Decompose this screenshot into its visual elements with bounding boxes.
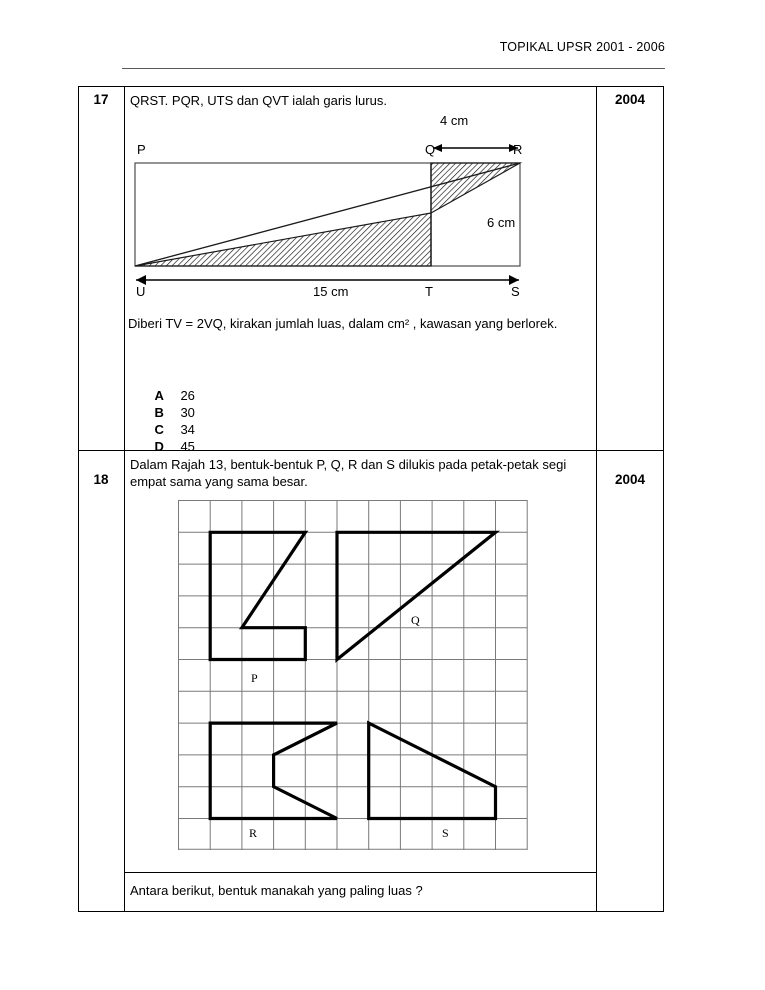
question-17-figure bbox=[120, 108, 540, 300]
question-18-footer-prompt: Antara berikut, bentuk manakah yang paling luas ? bbox=[130, 883, 423, 898]
question-18-figure bbox=[178, 500, 530, 856]
figure-17-dimension-right: 6 cm bbox=[487, 215, 516, 230]
figure-18-shape-label-P: P bbox=[251, 671, 258, 685]
figure-17-dimension-top: 4 cm bbox=[440, 113, 469, 128]
option-D-value: 45 bbox=[180, 438, 195, 454]
figure-18-shape-label-Q: Q bbox=[411, 613, 420, 627]
question-17-prompt: Diberi TV = 2VQ, kirakan jumlah luas, dalam cm² , kawasan yang berlorek. bbox=[128, 316, 558, 331]
option-A-letter: A bbox=[154, 387, 164, 403]
option-A-value: 26 bbox=[180, 387, 195, 403]
question-17-year: 2004 bbox=[614, 92, 646, 107]
option-C-value: 34 bbox=[180, 421, 195, 437]
option-B-letter: B bbox=[154, 404, 164, 420]
figure-17-label-U: U bbox=[136, 284, 146, 299]
figure-17-label-P: P bbox=[137, 142, 146, 157]
question-17-stem: QRST. PQR, UTS dan QVT ialah garis lurus. bbox=[130, 93, 387, 108]
table-footer-divider bbox=[124, 872, 596, 873]
question-18-number: 18 bbox=[93, 472, 109, 487]
question-18-stem: Dalam Rajah 13, bentuk-bentuk P, Q, R dan S dilukis pada petak-petak segi empat sama yang sama besar. bbox=[130, 457, 567, 489]
figure-17-dimension-bottom: 15 cm bbox=[313, 284, 349, 299]
figure-17-label-T: T bbox=[425, 284, 433, 299]
option-D-letter: D bbox=[154, 438, 164, 454]
header-divider-rule bbox=[122, 68, 665, 69]
page-header-title: TOPIKAL UPSR 2001 - 2006 bbox=[499, 40, 665, 54]
figure-18-shape-label-S: S bbox=[442, 826, 449, 840]
figure-17-label-S: S bbox=[511, 284, 520, 299]
question-18-year: 2004 bbox=[614, 472, 646, 487]
question-17-number: 17 bbox=[93, 92, 109, 107]
option-C-letter: C bbox=[154, 421, 164, 437]
table-column-divider-right bbox=[596, 86, 597, 912]
option-B-value: 30 bbox=[180, 404, 195, 420]
figure-17-label-Q: Q bbox=[425, 142, 436, 157]
figure-17-label-R: R bbox=[513, 142, 523, 157]
figure-18-shape-label-R: R bbox=[249, 826, 258, 840]
